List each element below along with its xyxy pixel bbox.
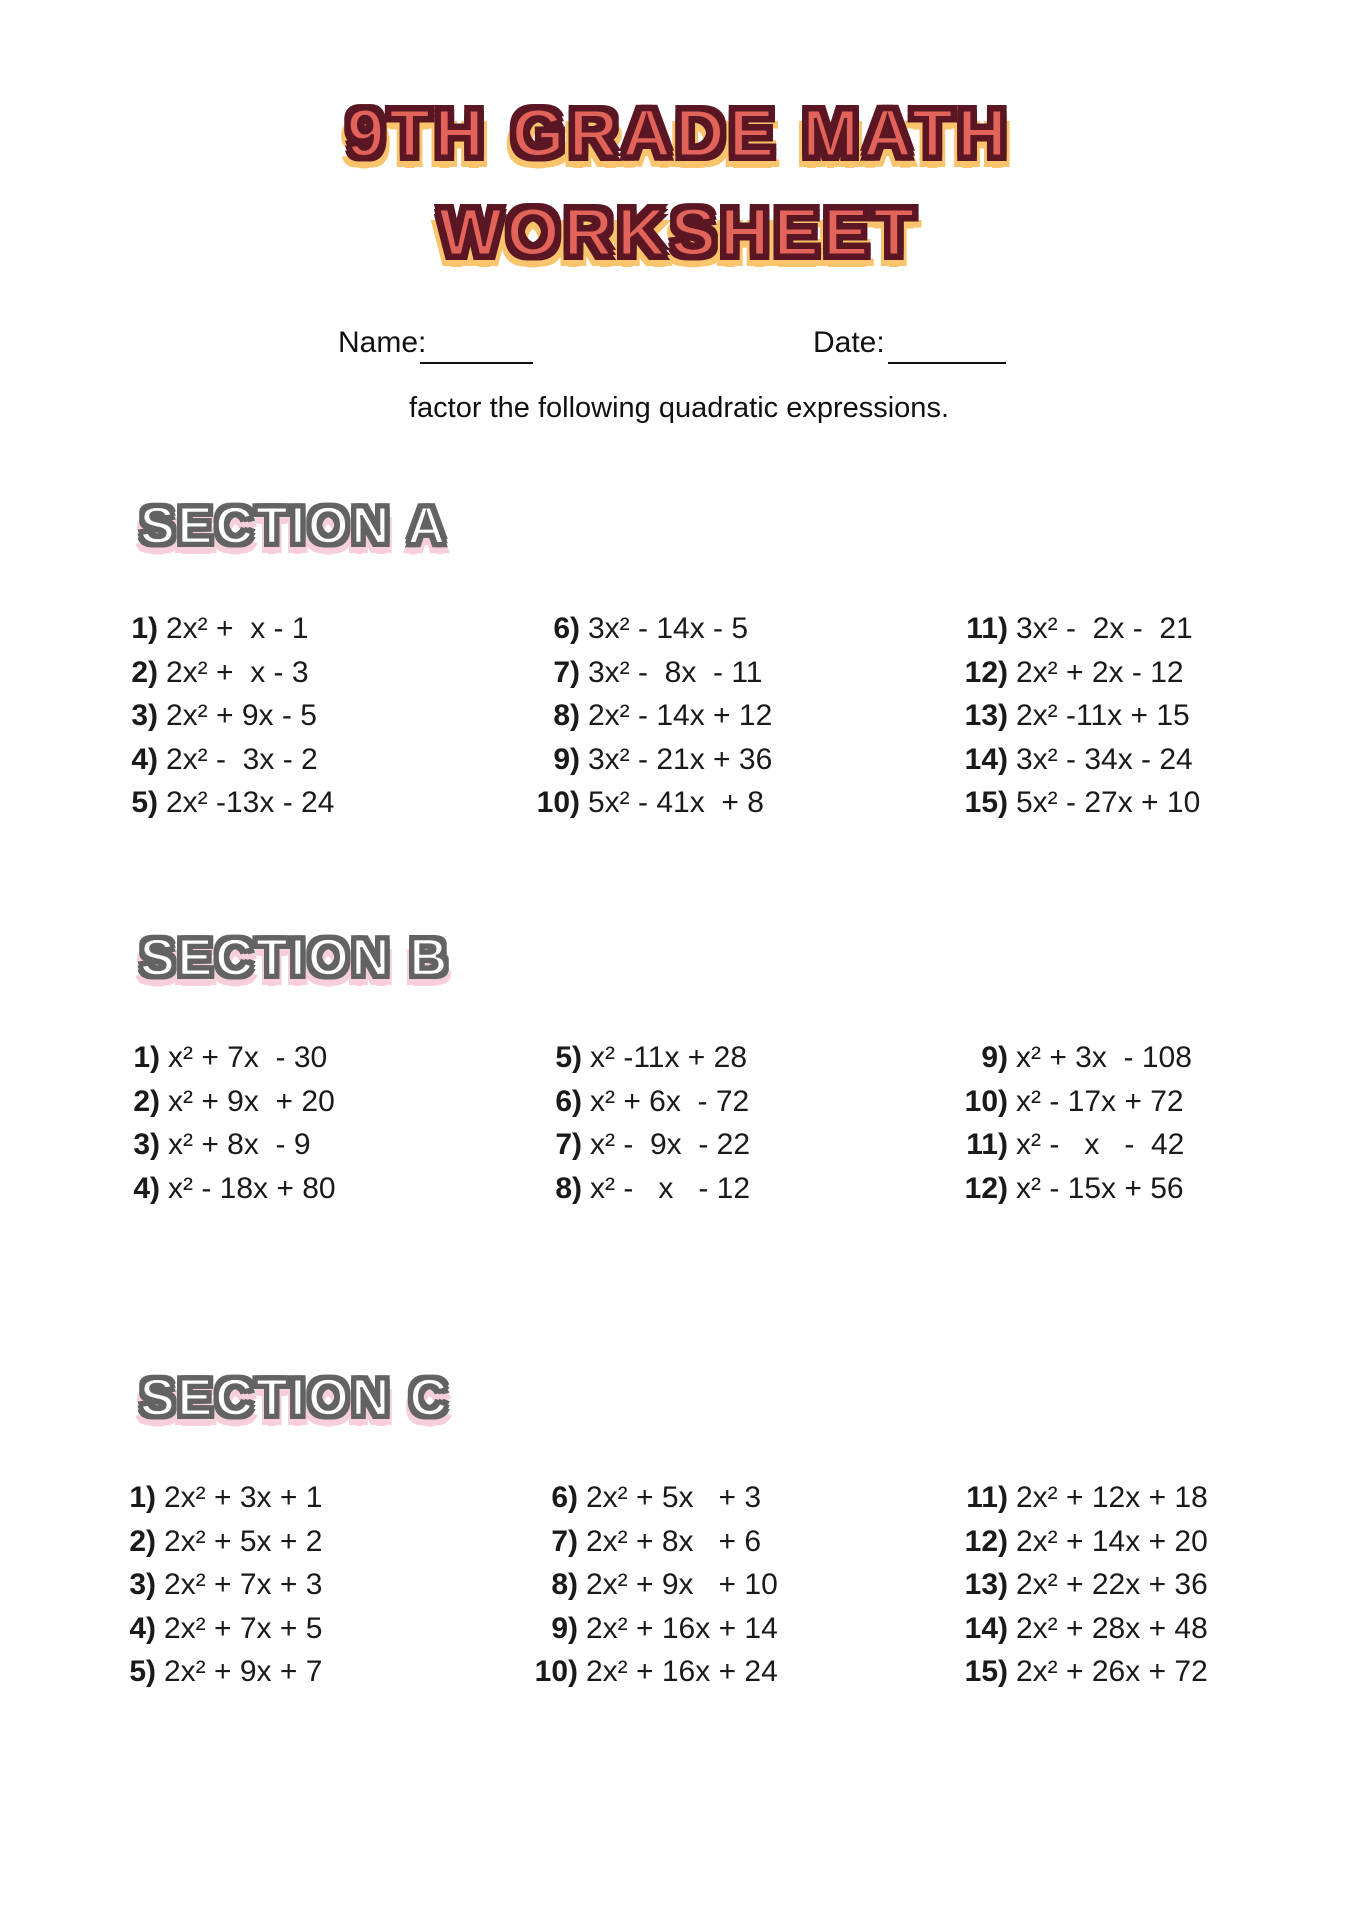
problem-number: 5) — [555, 1041, 582, 1074]
section-a-column-2 — [522, 612, 772, 830]
problem-number: 2) — [129, 1524, 156, 1558]
title-line-1: 9TH GRADE MATH — [346, 96, 1012, 171]
problem-row — [950, 1085, 1192, 1129]
section-a-column-3 — [950, 612, 1200, 830]
problem-expression: 2x² + 9x + 7 — [164, 1655, 323, 1688]
problem-number: 4) — [133, 1171, 160, 1205]
problem-row — [112, 1172, 336, 1216]
section-c-header: SECTION C — [140, 1369, 451, 1427]
problem-row — [522, 699, 772, 743]
problem-expression: x² + 6x - 72 — [590, 1084, 750, 1118]
problem-expression: 2x² + 9x - 5 — [166, 699, 317, 732]
problem-expression: x² -11x + 28 — [590, 1041, 748, 1074]
problem-expression: 2x² + 7x + 3 — [164, 1568, 323, 1601]
problem-row — [950, 1128, 1192, 1172]
problem-row — [520, 1655, 778, 1699]
problem-number: 9) — [553, 742, 580, 776]
section-a-header: SECTION A — [140, 497, 449, 555]
problem-row — [950, 1655, 1208, 1699]
date-label: Date: — [813, 326, 885, 359]
problem-expression: 2x² + x - 3 — [166, 655, 309, 689]
problem-number: 4) — [129, 1611, 156, 1645]
problem-row — [950, 1612, 1208, 1656]
problem-expression: 2x² -13x - 24 — [166, 786, 335, 819]
problem-number: 5) — [131, 786, 158, 819]
section-a-column-1 — [110, 612, 334, 830]
problem-row — [110, 743, 334, 787]
problem-expression: 2x² - 3x - 2 — [166, 742, 318, 776]
problem-expression: x² + 8x - 9 — [168, 1128, 311, 1161]
problem-expression: x² + 7x - 30 — [168, 1041, 328, 1074]
problem-number: 15) — [964, 786, 1008, 819]
problem-expression: 2x² + 22x + 36 — [1016, 1568, 1208, 1601]
problem-expression: x² - 18x + 80 — [168, 1171, 336, 1205]
problem-number: 6) — [555, 1084, 582, 1118]
section-b-header: SECTION B — [140, 929, 451, 987]
problem-number: 3) — [129, 1568, 156, 1601]
problem-row — [522, 743, 772, 787]
problem-expression: 2x² + 14x + 20 — [1016, 1524, 1208, 1558]
problem-row — [108, 1525, 322, 1569]
problem-number: 14) — [964, 1611, 1008, 1645]
problem-row — [950, 656, 1200, 700]
problem-row — [950, 1568, 1208, 1612]
problem-row — [110, 699, 334, 743]
problem-number: 3) — [131, 699, 158, 732]
problem-number: 4) — [131, 742, 158, 776]
problem-number: 7) — [555, 1128, 582, 1161]
problem-row — [112, 1041, 336, 1085]
problem-expression: 3x² - 2x - 21 — [1016, 612, 1193, 645]
problem-row — [522, 786, 772, 830]
name-blank-line — [420, 362, 533, 364]
problem-row — [524, 1041, 750, 1085]
problem-number: 9) — [981, 1041, 1008, 1074]
problem-row — [524, 1128, 750, 1172]
problem-row — [950, 1172, 1192, 1216]
problem-expression: 2x² + 8x + 6 — [586, 1524, 762, 1558]
problem-number: 10) — [964, 1084, 1008, 1118]
problem-expression: 3x² - 21x + 36 — [588, 742, 773, 776]
problem-number: 3) — [133, 1128, 160, 1161]
problem-number: 12) — [964, 1524, 1008, 1558]
problem-number: 5) — [129, 1655, 156, 1688]
problem-expression: 2x² + 16x + 24 — [586, 1655, 778, 1688]
page-title — [0, 84, 1358, 282]
problem-row — [108, 1481, 322, 1525]
problem-number: 12) — [964, 1171, 1008, 1205]
problem-expression: 2x² + 9x + 10 — [586, 1568, 778, 1601]
problem-number: 10) — [536, 786, 580, 819]
problem-number: 10) — [534, 1655, 578, 1688]
problem-expression: 2x² + 5x + 2 — [164, 1524, 323, 1558]
problem-expression: 2x² + 7x + 5 — [164, 1611, 323, 1645]
problem-row — [950, 612, 1200, 656]
problem-row — [950, 1525, 1208, 1569]
problem-expression: x² - 17x + 72 — [1016, 1084, 1184, 1118]
problem-expression: 2x² - 14x + 12 — [588, 699, 773, 732]
problem-row — [112, 1128, 336, 1172]
section-b-column-2 — [524, 1041, 750, 1215]
problem-row — [950, 743, 1200, 787]
problem-row — [520, 1612, 778, 1656]
problem-row — [522, 656, 772, 700]
section-c-column-1 — [108, 1481, 322, 1699]
problem-row — [520, 1568, 778, 1612]
section-b-column-3 — [950, 1041, 1192, 1215]
problem-expression: x² + 9x + 20 — [168, 1084, 335, 1118]
title-line-2: WORKSHEET — [438, 195, 920, 270]
problem-number: 7) — [553, 655, 580, 689]
problem-number: 11) — [966, 1128, 1008, 1161]
name-label: Name: — [338, 326, 427, 359]
problem-row — [110, 612, 334, 656]
problem-expression: 5x² - 41x + 8 — [588, 786, 764, 819]
problem-row — [112, 1085, 336, 1129]
problem-row — [520, 1525, 778, 1569]
problem-row — [950, 786, 1200, 830]
problem-row — [108, 1568, 322, 1612]
problem-expression: 2x² -11x + 15 — [1016, 699, 1190, 732]
problem-expression: 2x² + 2x - 12 — [1016, 655, 1184, 689]
instruction-text: factor the following quadratic expressions. — [408, 392, 949, 424]
problem-number: 8) — [551, 1568, 578, 1601]
problem-expression: 2x² + 5x + 3 — [586, 1481, 762, 1514]
problem-number: 13) — [964, 1568, 1008, 1601]
problem-number: 8) — [555, 1171, 582, 1205]
problem-row — [950, 699, 1200, 743]
problem-row — [108, 1612, 322, 1656]
problem-expression: 5x² - 27x + 10 — [1016, 786, 1201, 819]
date-blank-line — [888, 362, 1006, 364]
problem-row — [522, 612, 772, 656]
problem-row — [520, 1481, 778, 1525]
problem-expression: 2x² + 12x + 18 — [1016, 1481, 1208, 1514]
problem-number: 12) — [964, 655, 1008, 689]
problem-expression: x² - 15x + 56 — [1016, 1171, 1184, 1205]
problem-number: 8) — [553, 699, 580, 732]
problem-row — [950, 1041, 1192, 1085]
problem-number: 11) — [966, 1481, 1008, 1514]
problem-expression: 2x² + 28x + 48 — [1016, 1611, 1208, 1645]
problem-number: 7) — [551, 1524, 578, 1558]
problem-expression: 2x² + 3x + 1 — [164, 1481, 323, 1514]
problem-number: 9) — [551, 1611, 578, 1645]
problem-expression: 2x² + 16x + 14 — [586, 1611, 778, 1645]
problem-row — [524, 1172, 750, 1216]
problem-row — [110, 656, 334, 700]
problem-number: 2) — [131, 655, 158, 689]
problem-number: 2) — [133, 1084, 160, 1118]
section-b-column-1 — [112, 1041, 336, 1215]
problem-number: 14) — [964, 742, 1008, 776]
problem-row — [108, 1655, 322, 1699]
problem-expression: x² - x - 42 — [1016, 1128, 1185, 1161]
problem-expression: 2x² + x - 1 — [166, 612, 309, 645]
problem-number: 15) — [964, 1655, 1008, 1688]
problem-expression: x² + 3x - 108 — [1016, 1041, 1192, 1074]
problem-expression: x² - x - 12 — [590, 1171, 751, 1205]
problem-number: 11) — [966, 612, 1008, 645]
section-c-column-2 — [520, 1481, 778, 1699]
problem-number: 13) — [964, 699, 1008, 732]
problem-expression: x² - 9x - 22 — [590, 1128, 751, 1161]
problem-number: 1) — [129, 1481, 156, 1514]
problem-number: 6) — [551, 1481, 578, 1514]
problem-expression: 3x² - 14x - 5 — [588, 612, 749, 645]
section-c-column-3 — [950, 1481, 1208, 1699]
problem-expression: 3x² - 8x - 11 — [588, 655, 763, 689]
problem-expression: 2x² + 26x + 72 — [1016, 1655, 1208, 1688]
problem-number: 1) — [133, 1041, 160, 1074]
problem-row — [110, 786, 334, 830]
problem-number: 1) — [131, 612, 158, 645]
problem-number: 6) — [553, 612, 580, 645]
problem-row — [950, 1481, 1208, 1525]
problem-expression: 3x² - 34x - 24 — [1016, 742, 1193, 776]
problem-row — [524, 1085, 750, 1129]
